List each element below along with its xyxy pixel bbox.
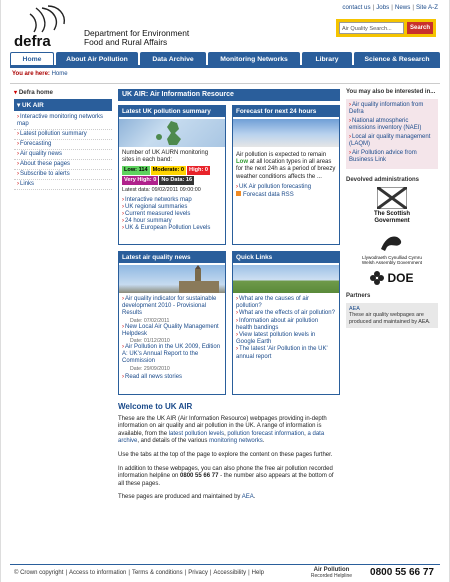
tab-monitoring-networks[interactable]: Monitoring Networks: [208, 52, 300, 66]
news-item[interactable]: ›New Local Air Quality Management Helpdesk: [122, 323, 219, 337]
sidebar-item-uk-air[interactable]: ▾ UK AIR: [14, 99, 112, 111]
big-ben-image: [119, 265, 225, 293]
latest-levels-link[interactable]: latest pollution levels: [168, 430, 225, 437]
pollution-summary-panel: [118, 105, 226, 245]
util-link-jobs[interactable]: Jobs: [376, 4, 390, 11]
band-no-data[interactable]: No Data: 16: [161, 177, 193, 184]
welcome-section: [118, 403, 340, 502]
svg-text:defra: defra: [14, 33, 51, 48]
news-date: Date: 29/09/2010: [130, 365, 170, 372]
panel-header: Forecast for next 24 hours: [233, 106, 339, 117]
related-link[interactable]: ›Air Pollution advice from Business Link: [349, 150, 417, 163]
search-box: [336, 19, 436, 37]
breadcrumb-home[interactable]: Home: [51, 71, 68, 77]
forecast-link[interactable]: ›UK Air pollution forecasting: [236, 183, 312, 190]
footer-terms[interactable]: Terms & conditions: [131, 569, 183, 576]
summary-link[interactable]: ›Interactive networks map: [122, 196, 192, 203]
search-input[interactable]: Air Quality Search...: [339, 22, 404, 34]
right-sidebar: [346, 89, 438, 328]
footer-access[interactable]: Access to information: [69, 569, 127, 576]
forecast-panel: [232, 105, 340, 245]
saltire-icon: [377, 187, 407, 209]
panel-header: Latest UK pollution summary: [119, 106, 225, 117]
aea-partner-link[interactable]: AEA: [349, 306, 360, 312]
panel-header: Latest air quality news: [119, 252, 225, 263]
related-header: You may also be interested in...: [346, 89, 436, 95]
helpline-number: 0800 55 66 77: [370, 567, 434, 578]
quick-link[interactable]: ›What are the causes of air pollution?: [236, 296, 310, 310]
devolved-header: Devolved administrations: [346, 177, 420, 183]
divider: [10, 83, 440, 84]
tab-data-archive[interactable]: Data Archive: [140, 52, 206, 66]
footer-privacy[interactable]: Privacy: [188, 569, 208, 576]
partners-box: [346, 303, 438, 328]
tab-home[interactable]: Home: [10, 52, 54, 66]
quick-link[interactable]: ›What are the effects of air pollution?: [236, 310, 335, 317]
news-item[interactable]: ›Air quality indicator for sustainable development 2010 - Provisional Results: [122, 296, 217, 317]
footer-accessibility[interactable]: Accessibility: [213, 569, 247, 576]
quick-links-panel: [232, 251, 340, 395]
band-list: [122, 166, 222, 185]
landscape-image: [233, 265, 339, 293]
summary-link[interactable]: ›UK regional summaries: [122, 203, 188, 210]
main-content: [118, 89, 340, 508]
footer: © Crown copyright | Access to information | Terms & conditions | Privacy | Accessibility | Help Air Pollution Recorded Helpline 0800 55 66 77: [10, 564, 440, 580]
welsh-assembly-logo[interactable]: Llywodraeth Cynulliad Cymru Welsh Assembly Government: [346, 231, 438, 265]
related-link[interactable]: ›Local air quality management (LAQM): [349, 134, 431, 147]
welcome-paragraph: These pages are produced and maintained by AEA.: [118, 494, 256, 501]
dept-line-2: Food and Rural Affairs: [84, 37, 168, 47]
forecast-text: Air pollution is expected to remain Low at all location types in all areas for the next 24h as a period of breezy weather conditions affects the ...: [236, 152, 336, 180]
footer-copyright[interactable]: © Crown copyright: [14, 569, 64, 576]
sidebar-item-news[interactable]: ›Air quality news: [14, 150, 112, 160]
band-low[interactable]: Low: 114: [124, 167, 148, 174]
news-date: Date: 01/12/2010: [130, 338, 170, 345]
rss-link[interactable]: Forecast data RSS: [236, 191, 336, 199]
dragon-icon: [377, 231, 407, 253]
forecast-info-link[interactable]: pollution forecast information: [227, 430, 305, 437]
uk-map-image[interactable]: [119, 119, 225, 147]
quick-link[interactable]: ›The latest 'Air Pollution in the UK' annual report: [236, 346, 328, 360]
chevron-down-icon: ▾: [17, 102, 21, 109]
summary-link[interactable]: ›Current measured levels: [122, 211, 191, 218]
scottish-government-logo[interactable]: The Scottish Government: [346, 187, 438, 225]
department-name: [84, 29, 189, 47]
rss-icon: [236, 191, 241, 196]
welcome-paragraph: In addition to these webpages, you can also phone the free air pollution recorded information helpline on 0800 55 66 77 - the number also appears at the bottom of all these pages.: [118, 465, 334, 487]
sidebar-item-subscribe[interactable]: ›Subscribe to alerts: [14, 170, 112, 180]
sidebar-item-about[interactable]: ›About these pages: [14, 160, 112, 170]
tab-library[interactable]: Library: [302, 52, 352, 66]
band-high[interactable]: High: 0: [189, 167, 209, 174]
quick-link[interactable]: ›Information about air pollution health bandings: [236, 317, 319, 331]
left-sidebar: [14, 89, 112, 190]
dept-line-1: Department for Environment: [84, 28, 190, 38]
defra-logo[interactable]: [14, 4, 74, 48]
related-link[interactable]: ›National atmospheric emissions inventory (NAEI): [349, 118, 422, 131]
latest-data-date: Latest data: 09/02/2011 09:00:00: [122, 187, 201, 194]
sidebar-item-forecasting[interactable]: ›Forecasting: [14, 140, 112, 150]
sidebar-item-map[interactable]: ›Interactive monitoring networks map: [14, 113, 112, 130]
panel-header: Quick Links: [233, 252, 339, 263]
search-button[interactable]: Search: [407, 22, 433, 34]
welcome-title: Welcome to UK AIR: [118, 402, 193, 411]
summary-link[interactable]: ›24 hour summary: [122, 218, 172, 225]
util-link-news[interactable]: News: [394, 4, 411, 11]
partners-header: Partners: [346, 293, 371, 299]
breadcrumb: [12, 71, 68, 77]
aea-link[interactable]: AEA: [241, 494, 254, 501]
welcome-paragraph: Use the tabs at the top of the page to explore the content on these pages further.: [118, 451, 333, 458]
monitoring-networks-link[interactable]: monitoring networks: [209, 438, 263, 445]
news-panel: [118, 251, 226, 395]
defra-logo-icon: [14, 4, 74, 48]
welcome-paragraph: These are the UK AIR (Air Information Resource) webpages providing in-depth information on air quality and air pollution in the UK. A range of information is available, from the latest pollution levels, pollution forecast information, a data archive, and details of the various monitoring networks.: [118, 415, 327, 445]
sidebar-item-summary[interactable]: ›Latest pollution summary: [14, 130, 112, 140]
quick-link[interactable]: ›View latest pollution levels in Google Earth: [236, 332, 316, 346]
doe-logo[interactable]: DOE: [346, 271, 438, 285]
related-link[interactable]: ›Air quality information from Defra: [349, 102, 424, 115]
summary-link[interactable]: ›UK & European Pollution Levels: [122, 225, 211, 232]
util-link-contact[interactable]: contact us: [342, 4, 371, 11]
chevron-down-icon: ▾: [14, 89, 18, 96]
tab-science-research[interactable]: Science & Research: [354, 52, 440, 66]
flower-icon: [370, 271, 384, 285]
util-link-sitemap[interactable]: Site A-Z: [415, 4, 438, 11]
all-news-link[interactable]: ›Read all news stories: [122, 373, 183, 380]
related-links-box: [346, 99, 438, 169]
page-title: UK AIR: Air Information Resource: [118, 89, 340, 101]
nav-underline: [10, 65, 440, 68]
breadcrumb-label: You are here:: [12, 71, 50, 77]
footer-help[interactable]: Help: [251, 569, 265, 576]
utility-links: contact us | Jobs | News | Site A-Z: [342, 4, 438, 11]
band-moderate[interactable]: Moderate: 0: [152, 167, 185, 174]
summary-text: Number of UK AURN monitoring sites in each band:: [122, 150, 209, 164]
news-item[interactable]: ›Air Pollution in the UK 2009, Edition A: UK's Annual Report to the Commission: [122, 344, 221, 365]
sky-image: [233, 119, 339, 147]
data-archive-link[interactable]: a data archive: [118, 430, 325, 445]
tab-about-air-pollution[interactable]: About Air Pollution: [56, 52, 138, 66]
partners-note: These air quality webpages are produced and maintained by AEA.: [349, 312, 431, 325]
news-date: Date: 07/02/2011: [130, 317, 170, 324]
main-nav: [10, 52, 440, 66]
helpline-label: Air Pollution Recorded Helpline: [310, 566, 353, 579]
band-very-high[interactable]: Very High: 0: [124, 177, 157, 184]
sidebar-item-links[interactable]: ›Links: [14, 180, 112, 190]
sidebar-header[interactable]: ▾ Defra home: [14, 89, 53, 96]
